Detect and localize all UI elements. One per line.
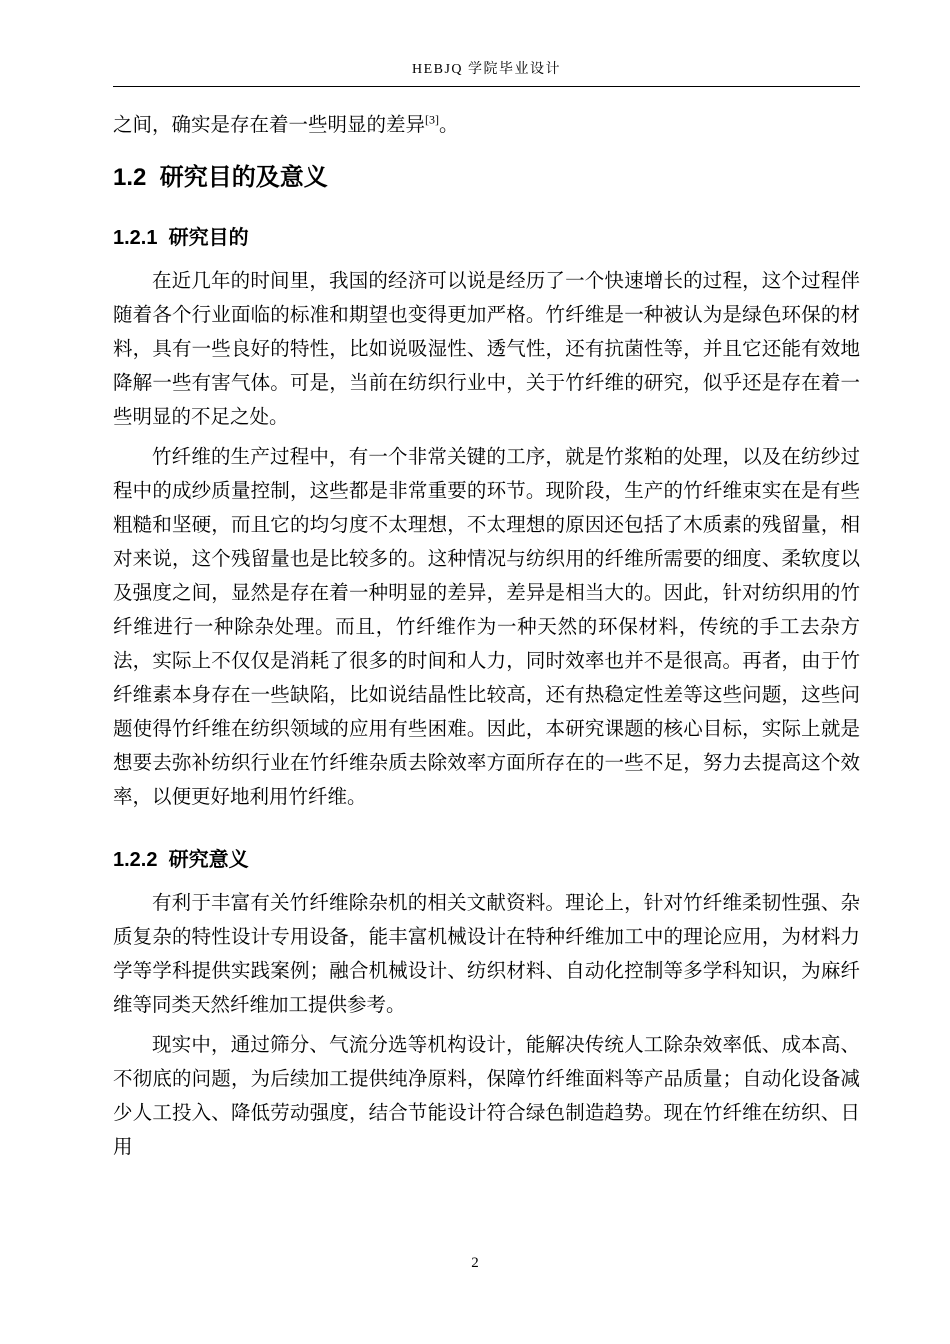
paragraph-research-significance-1: 有利于丰富有关竹纤维除杂机的相关文献资料。理论上，针对竹纤维柔韧性强、杂质复杂的特性设计专用设备，能丰富机械设计在特种纤维加工中的理论应用，为材料力学等学科提供实践案例；融合机械设计、纺织材料、自动化控制等多学科知识，为麻纤维等同类天然纤维加工提供参考。 <box>113 893 860 1016</box>
paragraph-research-purpose-2: 竹纤维的生产过程中，有一个非常关键的工序，就是竹浆粕的处理，以及在纺纱过程中的成纱质量控制，这些都是非常重要的环节。现阶段，生产的竹纤维束实在是有些粗糙和坚硬，而且它的均匀度不太理想，不太理想的原因还包括了木质素的残留量，相对来说，这个残留量也是比较多的。这种情况与纺织用的纤维所需要的细度、柔软度以及强度之间，显然是存在着一种明显的差异，差异是相当大的。因此，针对纺织用的竹纤维进行一种除杂处理。而且，竹纤维作为一种天然的环保材料，传统的手工去杂方法，实际上不仅仅是消耗了很多的时间和人力，同时效率也并不是很高。再者，由于竹纤维素本身存在一些缺陷，比如说结晶性比较高，还有热稳定性差等这些问题，这些问题使得竹纤维在纺织领域的应用有些困难。因此，本研究课题的核心目标，实际上就是想要去弥补纺织行业在竹纤维杂质去除效率方面所存在的一些不足，努力去提高这个效率，以便更好地利用竹纤维。 <box>113 447 860 808</box>
paragraph-research-purpose-1: 在近几年的时间里，我国的经济可以说是经历了一个快速增长的过程，这个过程伴随着各个行业面临的标准和期望也变得更加严格。竹纤维是一种被认为是绿色环保的材料，具有一些良好的特性，比如说吸湿性、透气性，还有抗菌性等，并且它还能有效地降解一些有害气体。可是，当前在纺织行业中，关于竹纤维的研究，似乎还是存在着一些明显的不足之处。 <box>113 271 860 428</box>
intro-text: 之间，确实是存在着一些明显的差异 <box>113 115 426 136</box>
subsection-heading-1-2-2: 1.2.2 研究意义 <box>113 849 249 871</box>
page-header <box>113 58 860 87</box>
header-title: HEBJQ 学院毕业设计 <box>411 62 562 77</box>
page-number: 2 <box>471 1255 479 1271</box>
section-heading-1-2: 1.2 研究目的及意义 <box>113 164 328 191</box>
subsection-heading-1-2-1: 1.2.1 研究目的 <box>113 227 249 249</box>
paragraph-research-significance-2: 现实中，通过筛分、气流分选等机构设计，能解决传统人工除杂效率低、成本高、不彻底的问题，为后续加工提供纯净原料，保障竹纤维面料等产品质量；自动化设备减少人工投入、降低劳动强度，结合节能设计符合绿色制造趋势。现在竹纤维在纺织、日用 <box>113 1035 860 1158</box>
paragraph-continuation <box>113 109 860 143</box>
intro-end: 。 <box>439 115 459 136</box>
document-body <box>113 109 860 1165</box>
page-footer <box>0 1255 950 1272</box>
citation-reference: [3] <box>425 112 440 127</box>
